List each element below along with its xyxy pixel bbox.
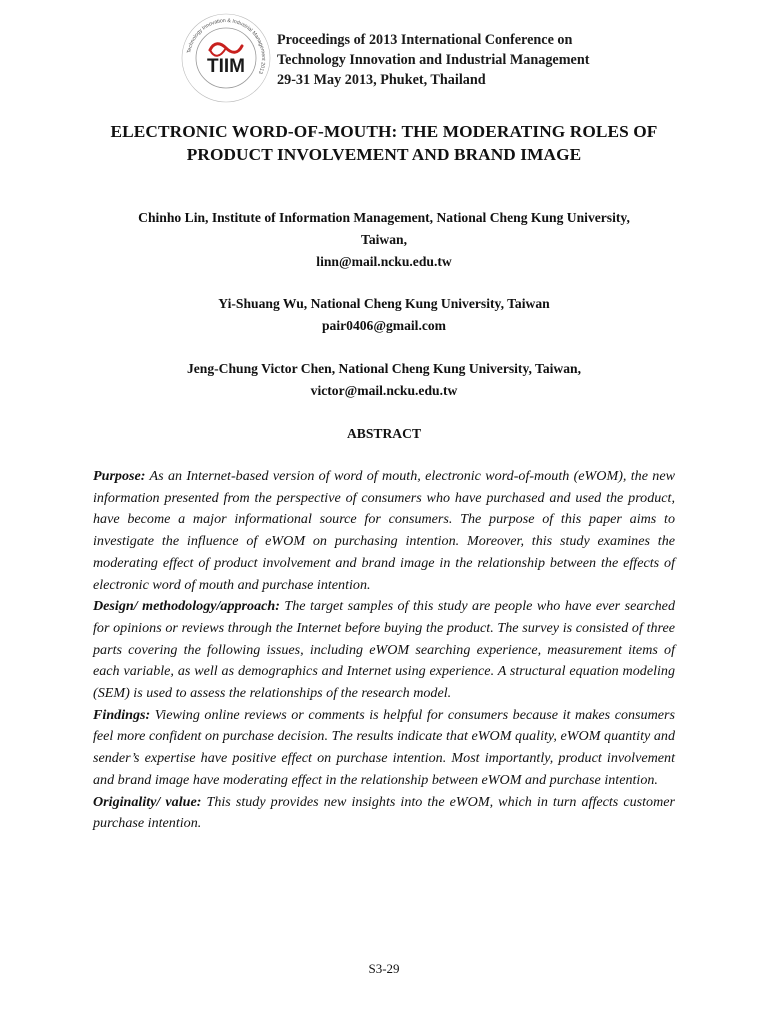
abstract-text: This study provides new insights into the eWOM, which in turn affects customer purchase intention. xyxy=(93,793,676,832)
conference-name-line1: Proceedings of 2013 International Conference on xyxy=(277,32,573,48)
conference-name-line2: Technology Innovation and Industrial Management xyxy=(277,52,590,68)
author-email: linn@mail.ncku.edu.tw xyxy=(316,254,452,269)
abstract-paragraph-purpose xyxy=(93,466,675,596)
abstract-paragraph-originality xyxy=(93,792,675,835)
conference-date-location: 29-31 May 2013, Phuket, Thailand xyxy=(277,72,486,88)
abstract-heading: ABSTRACT xyxy=(346,426,422,441)
author-affiliation: Yi-Shuang Wu, National Cheng Kung University, Taiwan xyxy=(218,296,550,311)
author-affiliation: Jeng-Chung Victor Chen, National Cheng Kung University, Taiwan, xyxy=(186,361,582,376)
abstract-paragraph-findings xyxy=(93,705,675,792)
author-affiliation: Chinho Lin, Institute of Information Management, National Cheng Kung University, xyxy=(138,210,630,225)
author-block-3 xyxy=(60,358,708,402)
conference-header xyxy=(180,12,700,104)
abstract-paragraph-design xyxy=(93,596,675,705)
abstract-label: Purpose: xyxy=(93,468,146,484)
abstract-label: Originality/ value: xyxy=(93,793,202,810)
author-email: victor@mail.ncku.edu.tw xyxy=(310,383,458,398)
page-number: S3-29 xyxy=(368,961,400,976)
paper-title-line2: PRODUCT INVOLVEMENT AND BRAND IMAGE xyxy=(186,145,582,164)
conference-info xyxy=(277,30,589,90)
author-block-1 xyxy=(60,207,708,273)
author-email: pair0406@gmail.com xyxy=(321,318,447,333)
paper-title xyxy=(40,120,728,166)
tiim-logo xyxy=(180,12,272,104)
abstract-body xyxy=(93,466,675,835)
logo-ring-text: Technology Innovation & Industrial Management 2013 xyxy=(186,17,267,75)
abstract-text: As an Internet-based version of word of mouth, electronic word-of-mouth (eWOM), the new information presented from the perspective of consumers who have purchased and used the product, have become a major informational source for consumers. The purpose of this paper aims to investigate the influence of eWOM on purchasing intention. Moreover, this study examines the moderating effect of product involvement and brand image in the relationship between the effects of electronic word of mouth and purchase intention. xyxy=(93,468,675,593)
paper-title-line1: ELECTRONIC WORD-OF-MOUTH: THE MODERATING ROLES OF xyxy=(110,122,658,141)
author-affiliation-cont: Taiwan, xyxy=(361,232,407,247)
abstract-text: The target samples of this study are people who have ever searched for opinions or reviews through the Internet before buying the product. The survey is consisted of three parts covering the following issues, including eWOM searching experience, measurement items of each variable, as well as demographics and Internet using experience. A structural equation modeling (SEM) is used to assess the relationships of the research model. xyxy=(93,598,675,702)
abstract-label: Findings: xyxy=(93,706,151,723)
abstract-text: Viewing online reviews or comments is helpful for consumers because it makes consumers feel more confident on purchase decision. The results indicate that eWOM quality, eWOM quantity and sender’s expertise have positive effect on purchase intention. Most importantly, product involvement and brand image have moderating effect in the relationship between eWOM and purchase intention. xyxy=(93,706,675,788)
logo-text: TIIM xyxy=(207,56,245,77)
author-block-2 xyxy=(60,293,708,337)
abstract-label: Design/ methodology/approach: xyxy=(93,598,280,615)
